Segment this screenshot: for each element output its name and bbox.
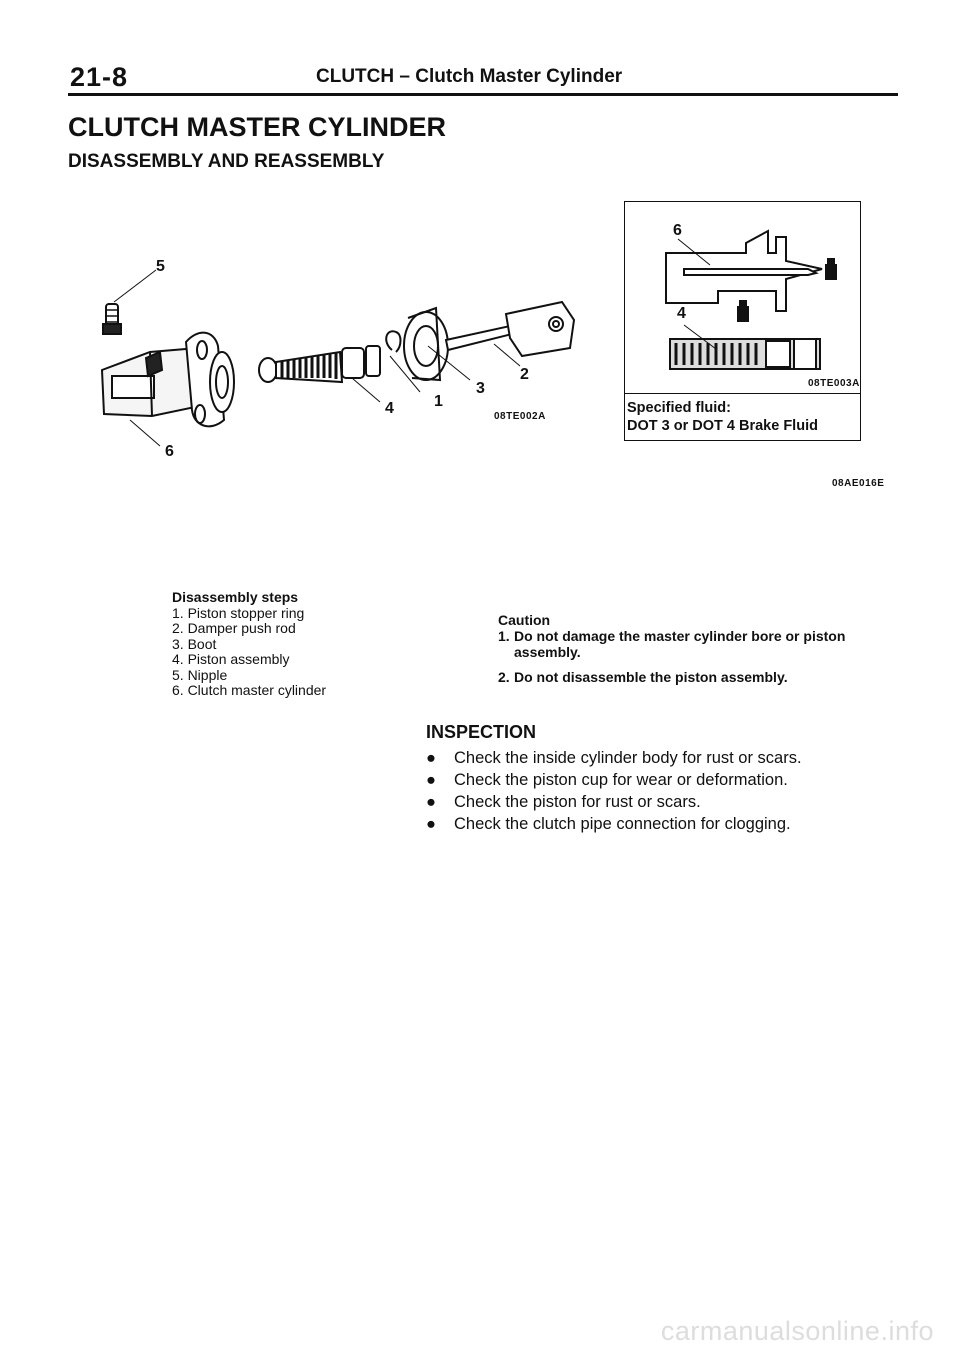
bullet-icon: ● [426, 749, 436, 767]
caution-heading: Caution [498, 612, 551, 628]
piston-assembly-part [259, 346, 380, 382]
header-divider [68, 93, 898, 96]
specified-fluid-value: DOT 3 or DOT 4 Brake Fluid [627, 418, 818, 434]
watermark: carmanualsonline.info [660, 1316, 934, 1346]
inspection-item-text: Check the piston cup for wear or deformation. [454, 771, 788, 789]
detail-callout-clutch-master-cylinder: 6 [673, 222, 682, 239]
disassembly-step: 4. Piston assembly [172, 651, 290, 667]
callout-nipple: 5 [156, 258, 165, 275]
bullet-icon: ● [426, 793, 436, 811]
caution-item [498, 628, 874, 660]
detail-callout-piston-assembly: 4 [677, 305, 686, 322]
inspection-heading: INSPECTION [426, 722, 537, 742]
damper-push-rod-part [446, 302, 574, 356]
figure-code-detail: 08TE003A [808, 378, 860, 389]
specified-fluid-label: Specified fluid: [627, 400, 731, 416]
caution-item [498, 669, 874, 685]
inspection-list [426, 747, 802, 835]
caution-item-number: 1. [498, 628, 510, 644]
caution-block [498, 612, 874, 685]
inspection-item [426, 747, 802, 769]
disassembly-steps [172, 590, 326, 699]
disassembly-step: 1. Piston stopper ring [172, 604, 305, 621]
piston-stopper-ring-part [386, 331, 400, 352]
bullet-icon: ● [426, 771, 436, 789]
specified-fluid-box [624, 393, 861, 441]
clutch-master-cylinder-part [102, 333, 234, 427]
page-title: CLUTCH MASTER CYLINDER [68, 112, 446, 142]
figure-code-main: 08TE002A [494, 411, 546, 422]
disassembly-step: 6. Clutch master cylinder [172, 682, 327, 698]
boot-part [404, 308, 448, 380]
caution-item-text: Do not damage the master cylinder bore or piston assembly. [514, 628, 846, 660]
section-subtitle: DISASSEMBLY AND REASSEMBLY [68, 151, 385, 172]
page-number: 21-8 [70, 62, 129, 92]
caution-item-number: 2. [498, 669, 510, 685]
callout-boot: 3 [476, 380, 485, 397]
callout-clutch-master-cylinder: 6 [165, 443, 174, 460]
detail-illustration [626, 203, 859, 391]
figure-code: 08AE016E [832, 478, 885, 489]
disassembly-step: 5. Nipple [172, 666, 228, 683]
callout-piston-stopper-ring: 1 [434, 393, 443, 410]
disassembly-step: 3. Boot [172, 635, 217, 652]
caution-item-text: Do not disassemble the piston assembly. [514, 669, 788, 685]
disassembly-steps-heading: Disassembly steps [172, 589, 299, 605]
disassembly-step: 2. Damper push rod [172, 620, 296, 636]
inspection-item-text: Check the clutch pipe connection for clogging. [454, 815, 791, 833]
callout-damper-push-rod: 2 [520, 366, 529, 383]
inspection-item [426, 791, 802, 813]
inspection-item-text: Check the inside cylinder body for rust or scars. [454, 749, 802, 767]
exploded-view-illustration [90, 220, 610, 470]
inspection-item [426, 813, 802, 835]
bullet-icon: ● [426, 815, 436, 833]
callout-piston-assembly: 4 [385, 400, 394, 417]
inspection-item-text: Check the piston for rust or scars. [454, 793, 701, 811]
section-title: CLUTCH – Clutch Master Cylinder [316, 66, 623, 87]
inspection-item [426, 769, 802, 791]
nipple-part [103, 304, 121, 334]
